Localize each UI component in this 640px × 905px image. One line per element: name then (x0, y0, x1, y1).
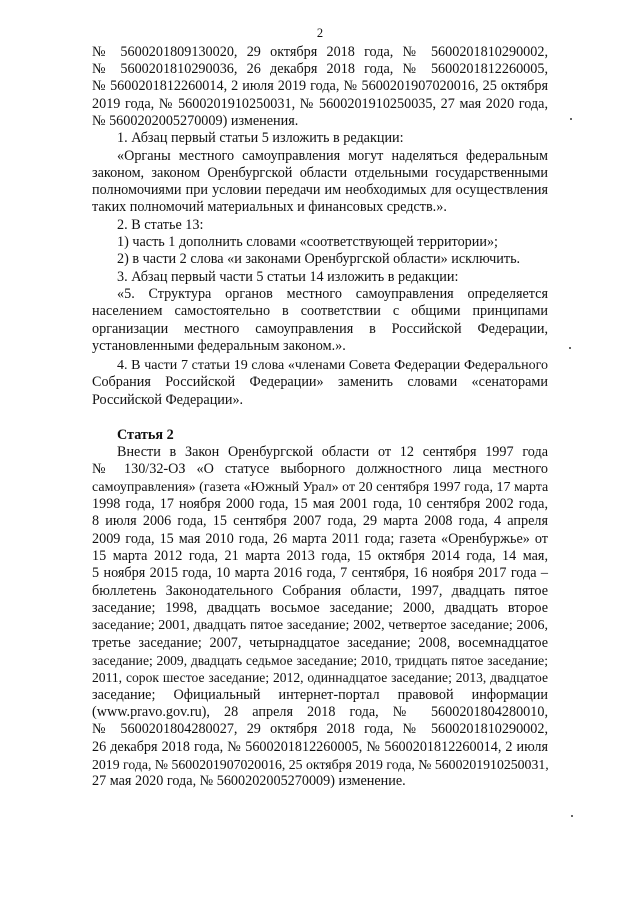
scan-speck (569, 347, 571, 349)
scan-speck (570, 118, 572, 120)
text-line: 26 декабря 2018 года, № 5600201812260005, № 5600201812260014, 2 июля (92, 739, 548, 755)
text-line: самоуправления» (газета «Южный Урал» от 20 сентября 1997 года, 17 марта (92, 480, 549, 495)
text-line: организации местного самоуправления в Российской Федерации, (92, 321, 548, 337)
text-line: законом, законом Оренбургской области отдельными государственными (92, 165, 548, 181)
text-line: 27 мая 2020 года, № 5600202005270009) изменение. (92, 773, 406, 789)
page-number: 2 (316, 26, 324, 40)
text-line: Собрания Российской Федерации» заменить словами «сенаторами (92, 374, 548, 390)
text-line: установленными федеральным законом.». (92, 338, 346, 354)
text-line: населением самостоятельно в соответствии с общими принципами (92, 303, 548, 319)
text-line: Российской Федерации». (92, 392, 244, 408)
text-line: заседание; 2009, двадцать седьмое заседание; 2010, тридцать пятое заседание; (92, 653, 548, 668)
text-line: 1) часть 1 дополнить словами «соответствующей территории»; (117, 234, 498, 250)
text-line: № 130/32-ОЗ «О статусе выборного должностного лица местного (92, 461, 548, 477)
text-line: 5 ноября 2015 года, 10 марта 2016 года, 7 сентября, 16 ноября 2017 года – (92, 565, 548, 581)
text-line: 1. Абзац первый статьи 5 изложить в редакции: (117, 130, 404, 146)
text-line: заседание; Официальный интернет-портал правовой информации (92, 687, 548, 703)
text-line: заседание; 1998, двадцать восьмое заседание; 2000, двадцать второе (92, 600, 548, 616)
text-line: 3. Абзац первый части 5 статьи 14 изложить в редакции: (117, 269, 459, 285)
text-line: № 5600201809130020, 29 октября 2018 года, № 5600201810290002, (92, 44, 548, 60)
text-line: Внести в Закон Оренбургской области от 12 сентября 1997 года (117, 444, 548, 460)
text-line: полномочиями при условии передачи им необходимых для осуществления (92, 182, 548, 198)
text-line: заседание; 2001, двадцать пятое заседание; 2002, четвертое заседание; 2006, (92, 618, 548, 633)
text-line: № 5600201812260014, 2 июля 2019 года, № 5600201907020016, 25 октября (92, 78, 548, 94)
text-line: 2011, сорок шестое заседание; 2012, одиннадцатое заседание; 2013, двадцатое (92, 670, 548, 685)
text-line: 2. В статье 13: (117, 217, 204, 233)
text-line: 8 июля 2006 года, 15 сентября 2007 года, 29 марта 2008 года, 4 апреля (92, 513, 548, 529)
article-heading: Статья 2 (117, 427, 174, 443)
text-line: третье заседание; 2007, четырнадцатое заседание; 2008, восемнадцатое (92, 635, 548, 651)
text-line: таких полномочий материальных и финансовых средств.». (92, 199, 447, 215)
text-line: № 5600201810290036, 26 декабря 2018 года, № 5600201812260005, (92, 61, 548, 77)
text-line: бюллетень Законодательного Собрания области, 1997, двадцать пятое (92, 583, 548, 599)
text-line: 1998 года, 17 ноября 2000 года, 15 мая 2001 года, 10 сентября 2002 года, (92, 496, 548, 512)
text-line: 2009 года, 15 мая 2010 года, 26 марта 2011 года; газета «Оренбуржье» от (92, 531, 548, 547)
text-line: (www.pravo.gov.ru), 28 апреля 2018 года, № 5600201804280010, (92, 704, 548, 720)
text-line: «5. Структура органов местного самоуправления определяется (117, 286, 548, 302)
text-line: 4. В части 7 статьи 19 слова «членами Совета Федерации Федерального (117, 358, 548, 373)
text-line: 2) в части 2 слова «и законами Оренбургской области» исключить. (117, 251, 521, 267)
text-line: № 5600201804280027, 29 октября 2018 года, № 5600201810290002, (92, 721, 548, 737)
text-line: «Органы местного самоуправления могут наделяться федеральным (117, 148, 548, 164)
text-line: № 5600202005270009) изменения. (92, 113, 299, 129)
scan-speck (571, 815, 573, 817)
text-line: 15 марта 2012 года, 21 марта 2013 года, 15 октября 2014 года, 14 мая, (92, 548, 548, 564)
text-line: 2019 года, № 5600201907020016, 25 октября 2019 года, № 5600201910250031, (92, 757, 549, 772)
text-line: 2019 года, № 5600201910250031, № 5600201910250035, 27 мая 2020 года, (92, 96, 548, 112)
